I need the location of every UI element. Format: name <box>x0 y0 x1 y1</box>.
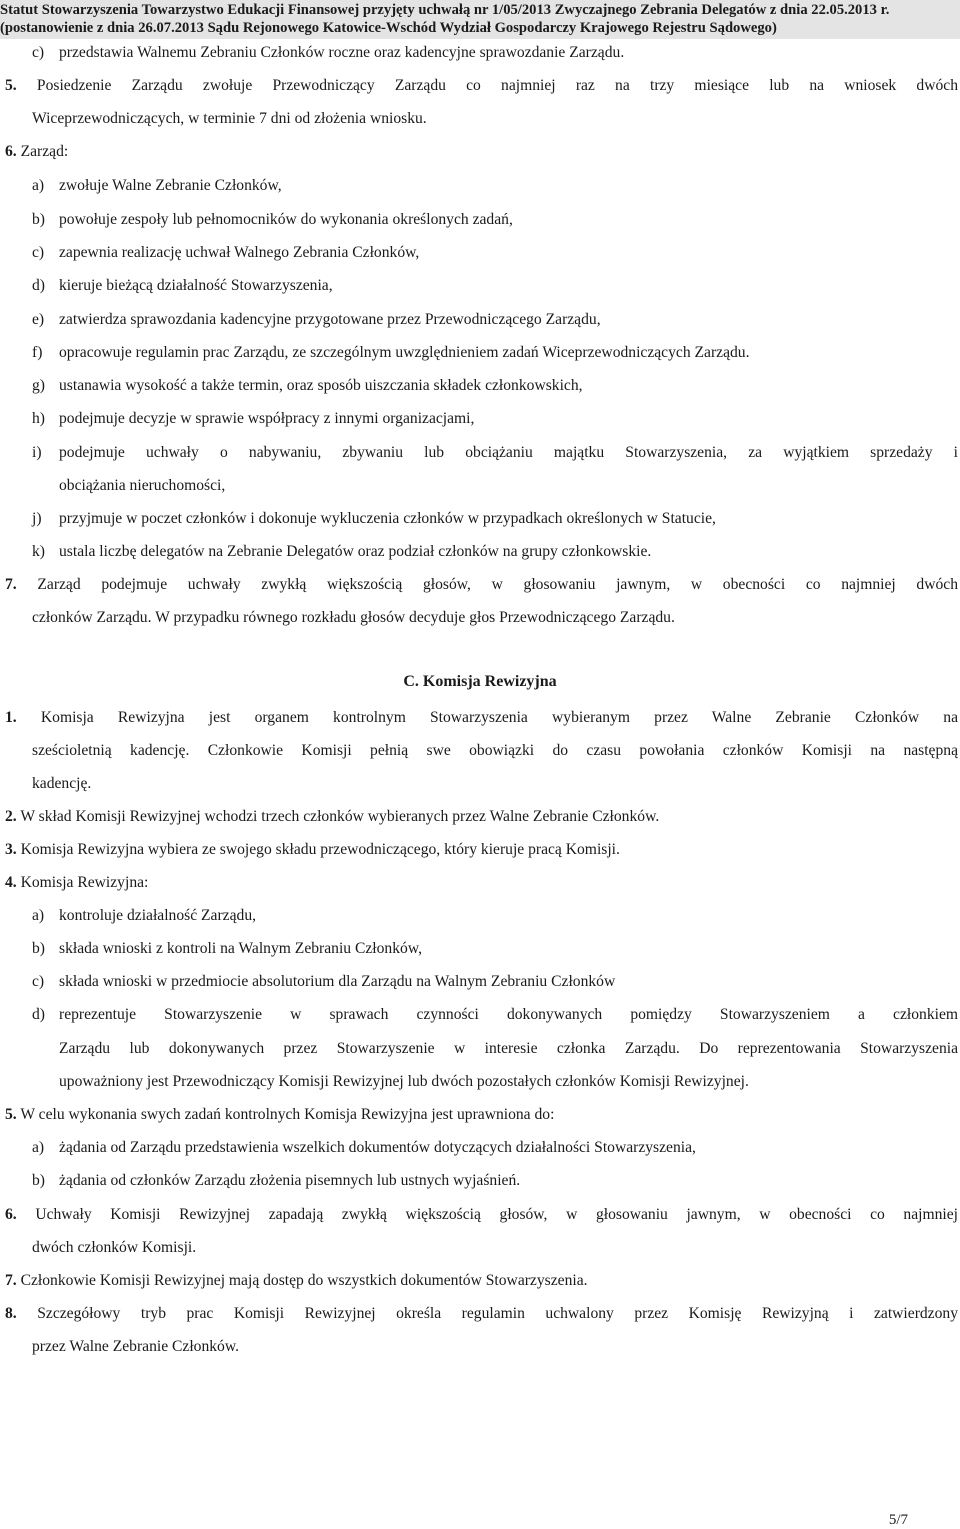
komisja-paragraph-1: 1. Komisja Rewizyjna jest organem kontrolnym Stowarzyszenia wybieranym przez Walne Zebranie Członków na <box>5 709 958 726</box>
header-line-1: Statut Stowarzyszenia Towarzystwo Edukacji Finansowej przyjęty uchwałą nr 1/05/2013 Zwyczajnego Zebrania Delegatów z dnia 22.05.2013 r. <box>0 2 890 18</box>
list-item: d) reprezentuje Stowarzyszenie w sprawach czynności dokonywanych pomiędzy Stowarzyszeniem a członkiem <box>32 1006 958 1023</box>
list-item: b) żądania od członków Zarządu złożenia pisemnych lub ustnych wyjaśnień. <box>32 1172 521 1189</box>
list-item: i) podejmuje uchwały o nabywaniu, zbywaniu lub obciążaniu majątku Stowarzyszenia, za wyjątkiem sprzedaży i <box>32 444 958 461</box>
list-item: k) ustala liczbę delegatów na Zebranie Delegatów oraz podział członków na grupy członkowskie. <box>32 543 652 560</box>
section-title: C. Komisja Rewizyjna <box>403 673 557 690</box>
komisja-paragraph-1-cont: kadencję. <box>32 775 92 792</box>
paragraph-5-cont: Wiceprzewodniczących, w terminie 7 dni od złożenia wniosku. <box>32 110 427 127</box>
list-item: b) powołuje zespoły lub pełnomocników do wykonania określonych zadań, <box>32 211 513 228</box>
list-item: h) podejmuje decyzje w sprawie współpracy z innymi organizacjami, <box>32 410 475 427</box>
list-item: c) składa wnioski w przedmiocie absolutorium dla Zarządu na Walnym Zebraniu Członków <box>32 973 616 990</box>
paragraph-5: 5. Posiedzenie Zarządu zwołuje Przewodniczący Zarządu co najmniej raz na trzy miesiące lub na wniosek dwóch <box>5 77 958 94</box>
komisja-paragraph-6: 6. Uchwały Komisji Rewizyjnej zapadają zwykłą większością głosów, w głosowaniu jawnym, w obecności co najmniej <box>5 1206 958 1223</box>
komisja-paragraph-6-cont: dwóch członków Komisji. <box>32 1239 197 1256</box>
komisja-paragraph-2: 2. W skład Komisji Rewizyjnej wchodzi trzech członków wybieranych przez Walne Zebranie Członków. <box>5 808 660 825</box>
komisja-paragraph-8-cont: przez Walne Zebranie Członków. <box>32 1338 240 1355</box>
komisja-paragraph-3: 3. Komisja Rewizyjna wybiera ze swojego składu przewodniczącego, który kieruje pracą Komisji. <box>5 841 620 858</box>
komisja-paragraph-7: 7. Członkowie Komisji Rewizyjnej mają dostęp do wszystkich dokumentów Stowarzyszenia. <box>5 1272 588 1289</box>
list-item: a) żądania od Zarządu przedstawienia wszelkich dokumentów dotyczących działalności Stowarzyszenia, <box>32 1139 696 1156</box>
komisja-paragraph-5: 5. W celu wykonania swych zadań kontrolnych Komisja Rewizyjna jest uprawniona do: <box>5 1106 555 1123</box>
header-line-2: (postanowienie z dnia 26.07.2013 Sądu Rejonowego Katowice-Wschód Wydział Gospodarczy Krajowego Rejestru Sądowego) <box>0 20 777 36</box>
list-item: a) zwołuje Walne Zebranie Członków, <box>32 177 282 194</box>
list-item: c) zapewnia realizację uchwał Walnego Zebrania Członków, <box>32 244 420 261</box>
page-number: 5/7 <box>888 1512 908 1528</box>
list-item: g) ustanawia wysokość a także termin, oraz sposób uiszczania składek członkowskich, <box>32 377 583 394</box>
document-header <box>0 0 960 39</box>
paragraph-7: 7. Zarząd podejmuje uchwały zwykłą większością głosów, w głosowaniu jawnym, w obecności co najmniej dwóch <box>5 576 958 593</box>
list-item: b) składa wnioski z kontroli na Walnym Zebraniu Członków, <box>32 940 422 957</box>
list-item: c) przedstawia Walnemu Zebraniu Członków roczne oraz kadencyjne sprawozdanie Zarządu. <box>32 44 625 61</box>
list-item: a) kontroluje działalność Zarządu, <box>32 907 257 924</box>
list-item: f) opracowuje regulamin prac Zarządu, ze szczególnym uwzględnieniem zadań Wiceprzewodniczących Zarządu. <box>32 344 750 361</box>
komisja-paragraph-8: 8. Szczegółowy tryb prac Komisji Rewizyjnej określa regulamin uchwalony przez Komisję Rewizyjną i zatwierdzony <box>5 1305 958 1322</box>
list-item-cont: Zarządu lub dokonywanych przez Stowarzyszenie w interesie członka Zarządu. Do reprezentowania Stowarzyszenia <box>59 1040 958 1057</box>
paragraph-6: 6. Zarząd: <box>5 143 69 160</box>
paragraph-7-cont: członków Zarządu. W przypadku równego rozkładu głosów decyduje głos Przewodniczącego Zarządu. <box>32 609 675 626</box>
komisja-paragraph-1-cont: sześcioletnią kadencję. Członkowie Komisji pełnią swe obowiązki do czasu powołania członków Komisji na następną <box>32 742 958 759</box>
list-item-cont: obciążania nieruchomości, <box>59 477 226 494</box>
komisja-paragraph-4: 4. Komisja Rewizyjna: <box>5 874 149 891</box>
list-item: j) przyjmuje w poczet członków i dokonuje wykluczenia członków w przypadkach określonych w Statucie, <box>32 510 716 527</box>
list-item: d) kieruje bieżącą działalność Stowarzyszenia, <box>32 277 333 294</box>
list-item-cont: upoważniony jest Przewodniczący Komisji Rewizyjnej lub dwóch pozostałych członków Komisji Rewizyjnej. <box>59 1073 749 1090</box>
list-item: e) zatwierdza sprawozdania kadencyjne przygotowane przez Przewodniczącego Zarządu, <box>32 311 601 328</box>
